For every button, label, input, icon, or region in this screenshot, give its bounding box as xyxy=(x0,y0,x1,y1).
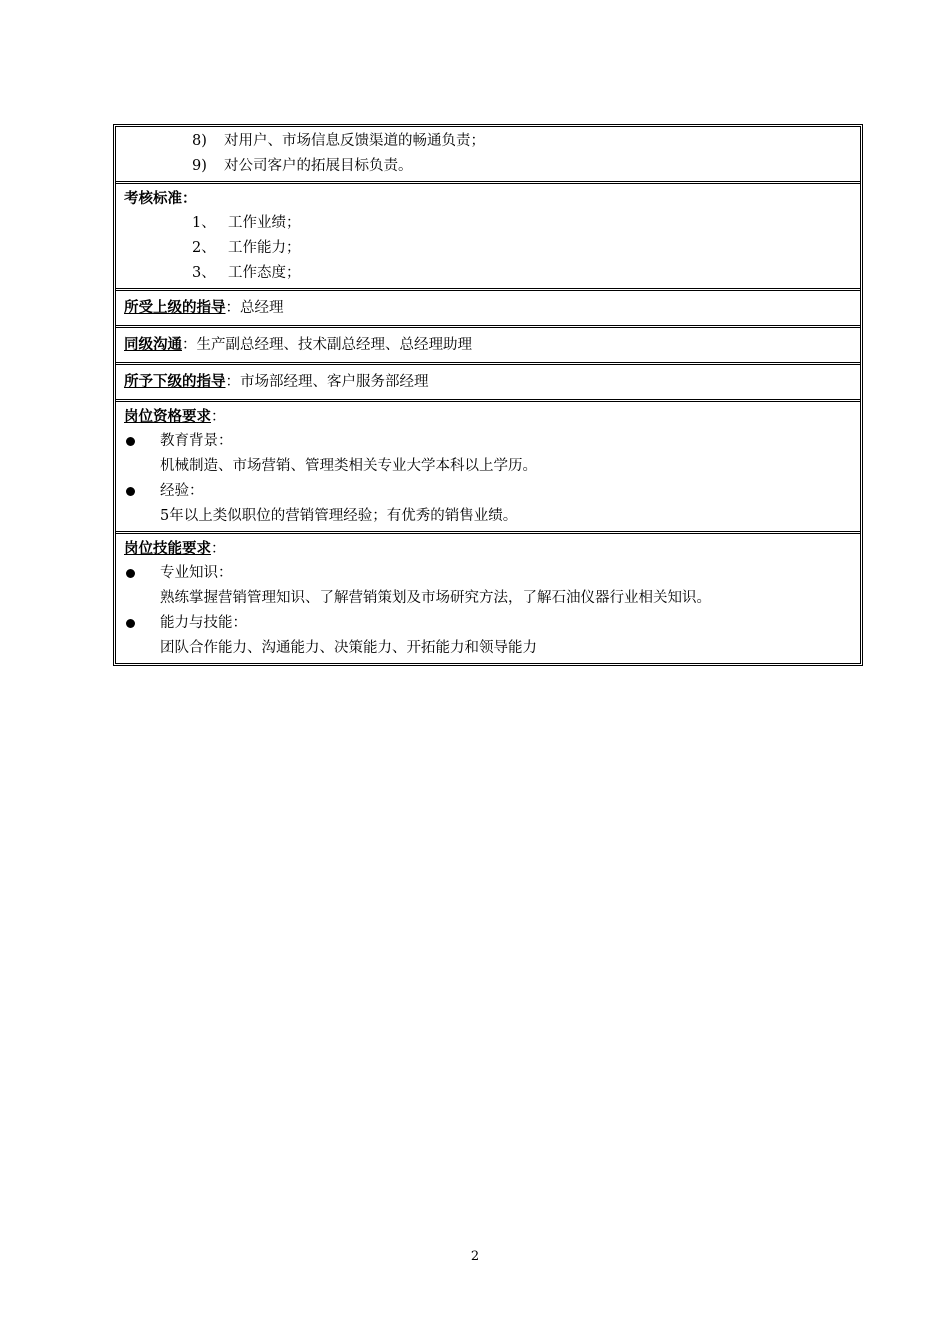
superior-sep: ： xyxy=(225,300,240,316)
job-description-table xyxy=(113,124,863,666)
duty-text: 对公司客户的拓展目标负责。 xyxy=(224,158,413,174)
assessment-text: 工作能力； xyxy=(228,240,301,256)
assessment-number: 1、 xyxy=(192,215,216,231)
qualification-item-title xyxy=(124,479,852,504)
skills-item-title xyxy=(124,561,852,586)
subordinate-row xyxy=(116,365,860,402)
qualification-item-detail: 5年以上类似职位的营销管理经验；有优秀的销售业绩。 xyxy=(160,508,518,524)
item-title: 教育背景： xyxy=(160,433,233,449)
skills-item-detail: 团队合作能力、沟通能力、决策能力、开拓能力和领导能力 xyxy=(160,640,537,656)
subordinate-sep: ： xyxy=(225,374,240,390)
assessment-row xyxy=(116,184,860,291)
qualification-sep: ： xyxy=(211,409,226,425)
skills-label: 岗位技能要求 xyxy=(124,540,211,557)
duty-item-8 xyxy=(124,129,852,154)
skills-item-detail: 熟练掌握营销管理知识、了解营销策划及市场研究方法，了解石油仪器行业相关知识。 xyxy=(160,590,711,606)
skills-item-title xyxy=(124,611,852,636)
peer-row xyxy=(116,328,860,365)
bullet-icon xyxy=(126,619,135,628)
assessment-item xyxy=(124,236,852,261)
item-title: 经验： xyxy=(160,483,204,499)
assessment-text: 工作态度； xyxy=(228,265,301,281)
assessment-number: 2、 xyxy=(192,240,216,256)
skills-sep: ： xyxy=(211,541,226,557)
qualification-label: 岗位资格要求 xyxy=(124,408,211,425)
superior-value: 总经理 xyxy=(240,300,284,316)
skills-row xyxy=(116,534,860,663)
item-title: 能力与技能： xyxy=(160,615,247,631)
bullet-icon xyxy=(126,487,135,496)
assessment-text: 工作业绩； xyxy=(228,215,301,231)
superior-label: 所受上级的指导 xyxy=(124,299,226,316)
bullet-icon xyxy=(126,437,135,446)
qualification-item-title xyxy=(124,429,852,454)
bullet-icon xyxy=(126,569,135,578)
assessment-number: 3、 xyxy=(192,265,216,281)
qualification-item-detail: 机械制造、市场营销、管理类相关专业大学本科以上学历。 xyxy=(160,458,537,474)
duty-text: 对用户、市场信息反馈渠道的畅通负责； xyxy=(224,133,485,149)
subordinate-value: 市场部经理、客户服务部经理 xyxy=(240,374,429,390)
peer-value: 生产副总经理、技术副总经理、总经理助理 xyxy=(196,337,472,353)
subordinate-label: 所予下级的指导 xyxy=(124,373,226,390)
assessment-item xyxy=(124,261,852,286)
duty-number: 9) xyxy=(192,158,207,174)
peer-label: 同级沟通 xyxy=(124,336,182,353)
duties-continued-row xyxy=(116,127,860,184)
qualification-row xyxy=(116,402,860,534)
assessment-item xyxy=(124,211,852,236)
item-title: 专业知识： xyxy=(160,565,233,581)
superior-row xyxy=(116,291,860,328)
duty-number: 8) xyxy=(192,133,207,149)
assessment-title: 考核标准： xyxy=(124,190,197,207)
peer-sep: ： xyxy=(182,337,197,353)
duty-item-9 xyxy=(124,154,852,179)
page-number: 2 xyxy=(470,1249,480,1264)
